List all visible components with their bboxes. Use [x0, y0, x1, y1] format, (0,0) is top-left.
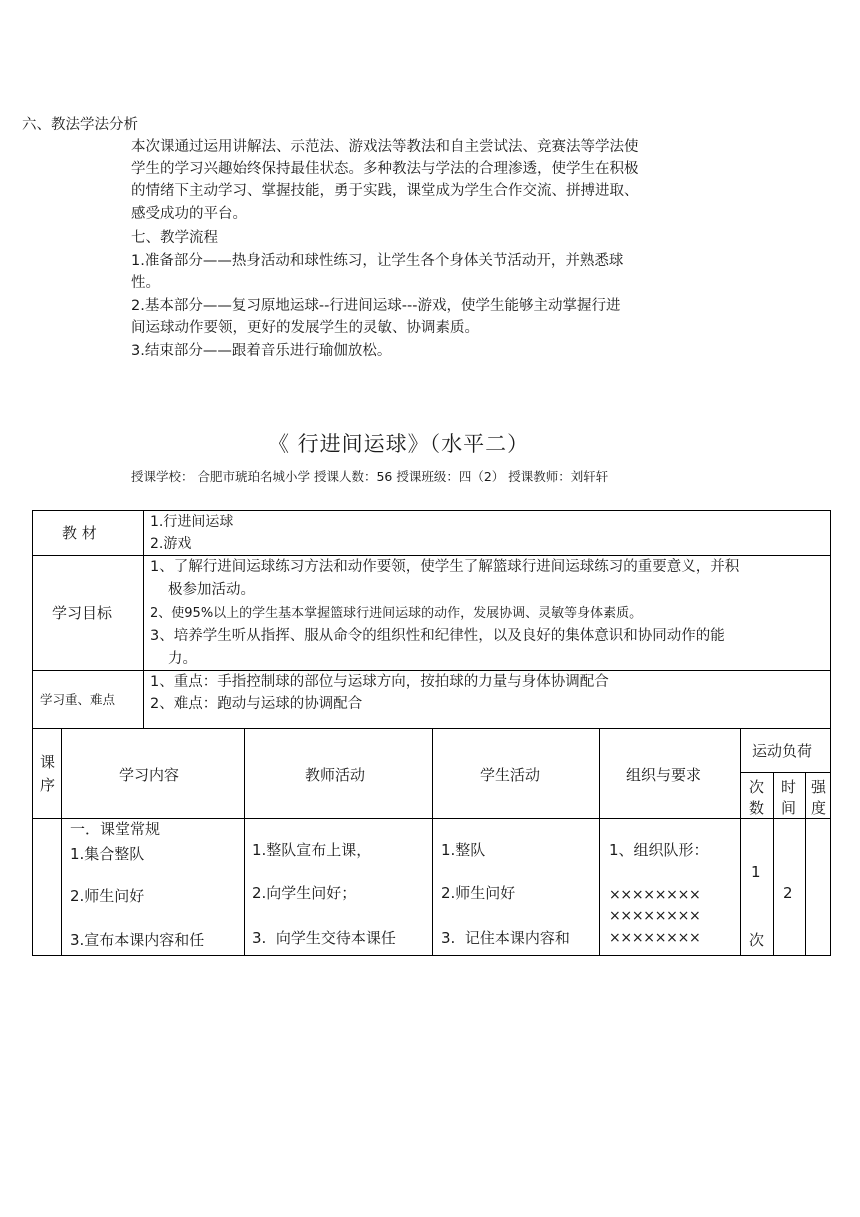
row1-content-3: 2.师生问好: [70, 887, 145, 905]
header-time-2: 间: [781, 799, 797, 817]
row1-content-2: 1.集合整队: [70, 845, 145, 863]
section7-line-2: 性。: [131, 275, 160, 291]
row1-org-formation-2: ××××××××: [609, 908, 701, 924]
row1-student-1: 1.整队: [441, 841, 486, 859]
header-teacher: 教师活动: [305, 766, 366, 784]
goal-line-5: 力。: [168, 651, 197, 667]
goal-line-3: 2、使95%以上的学生基本掌握篮球行进间运球的动作，发展协调、灵敏等身体素质。: [150, 606, 643, 621]
row1-student-2: 2.师生问好: [441, 884, 516, 902]
row1-org-1: 1、组织队形：: [609, 841, 709, 859]
row1-content-4: 3.宣布本课内容和任: [70, 931, 205, 949]
section6-line-3: 的情绪下主动学习、掌握技能，勇于实践，课堂成为学生合作交流、拼搏进取、: [131, 183, 639, 199]
header-student: 学生活动: [480, 766, 541, 784]
section7-line-3: 2.基本部分——复习原地运球--行进间运球---游戏，使学生能够主动掌握行进: [131, 298, 621, 314]
section7-line-5: 3.结束部分——跟着音乐进行瑜伽放松。: [131, 343, 392, 359]
row1-student-3: 3. 记住本课内容和: [441, 929, 570, 947]
key-label: 学习重、难点: [40, 692, 116, 707]
goal-line-1: 1、了解行进间运球练习方法和动作要领，使学生了解篮球行进间运球练习的重要意义，并积: [150, 559, 740, 575]
header-load: 运动负荷: [752, 742, 813, 760]
material-item-2: 2.游戏: [150, 536, 192, 552]
material-label: 教 材: [62, 524, 97, 542]
goal-line-2: 极参加活动。: [168, 582, 255, 598]
row1-org-formation-1: ××××××××: [609, 887, 701, 903]
row1-org-formation-3: ××××××××: [609, 930, 701, 946]
row1-teacher-2: 2.向学生问好；: [252, 884, 357, 902]
document-title: 《 行进间运球》（水平二）: [268, 432, 530, 456]
header-intensity-1: 强: [811, 778, 827, 796]
header-order-2: 序: [40, 776, 56, 794]
row1-count-1: 1: [751, 863, 761, 881]
section6-line-1: 本次课通过运用讲解法、示范法、游戏法等教法和自主尝试法、竞赛法等学法使: [131, 139, 639, 155]
lesson-meta: 授课学校： 合肥市琥珀名城小学 授课人数：56 授课班级：四（2） 授课教师：刘轩轩: [131, 469, 609, 484]
row1-teacher-1: 1.整队宣布上课，: [252, 841, 372, 859]
row1-count-2: 次: [749, 931, 765, 949]
goal-line-4: 3、培养学生听从指挥、服从命令的组织性和纪律性，以及良好的集体意识和协同动作的能: [150, 628, 725, 644]
header-count-1: 次: [749, 778, 765, 796]
material-item-1: 1.行进间运球: [150, 514, 234, 530]
section7-line-4: 间运球动作要领，更好的发展学生的灵敏、协调素质。: [131, 320, 479, 336]
header-order-1: 课: [40, 753, 56, 771]
goals-label: 学习目标: [52, 604, 113, 622]
section7-heading: 七、教学流程: [131, 230, 218, 246]
header-count-2: 数: [749, 799, 765, 817]
header-content: 学习内容: [119, 766, 180, 784]
key-line-1: 1、重点：手指控制球的部位与运球方向，按拍球的力量与身体协调配合: [150, 674, 609, 690]
header-org: 组织与要求: [626, 766, 702, 784]
section6-line-2: 学生的学习兴趣始终保持最佳状态。多种教法与学法的合理渗透，使学生在积极: [131, 161, 639, 177]
key-line-2: 2、难点：跑动与运球的协调配合: [150, 696, 363, 712]
section6-line-4: 感受成功的平台。: [131, 206, 247, 222]
header-time-1: 时: [781, 778, 797, 796]
header-intensity-2: 度: [811, 799, 827, 817]
row1-time: 2: [783, 884, 793, 902]
section7-line-1: 1.准备部分——热身活动和球性练习，让学生各个身体关节活动开，并熟悉球: [131, 253, 624, 269]
section6-heading: 六、教法学法分析: [22, 117, 138, 133]
row1-content-1: 一．课堂常规: [70, 820, 161, 838]
row1-teacher-3: 3. 向学生交待本课任: [252, 929, 396, 947]
